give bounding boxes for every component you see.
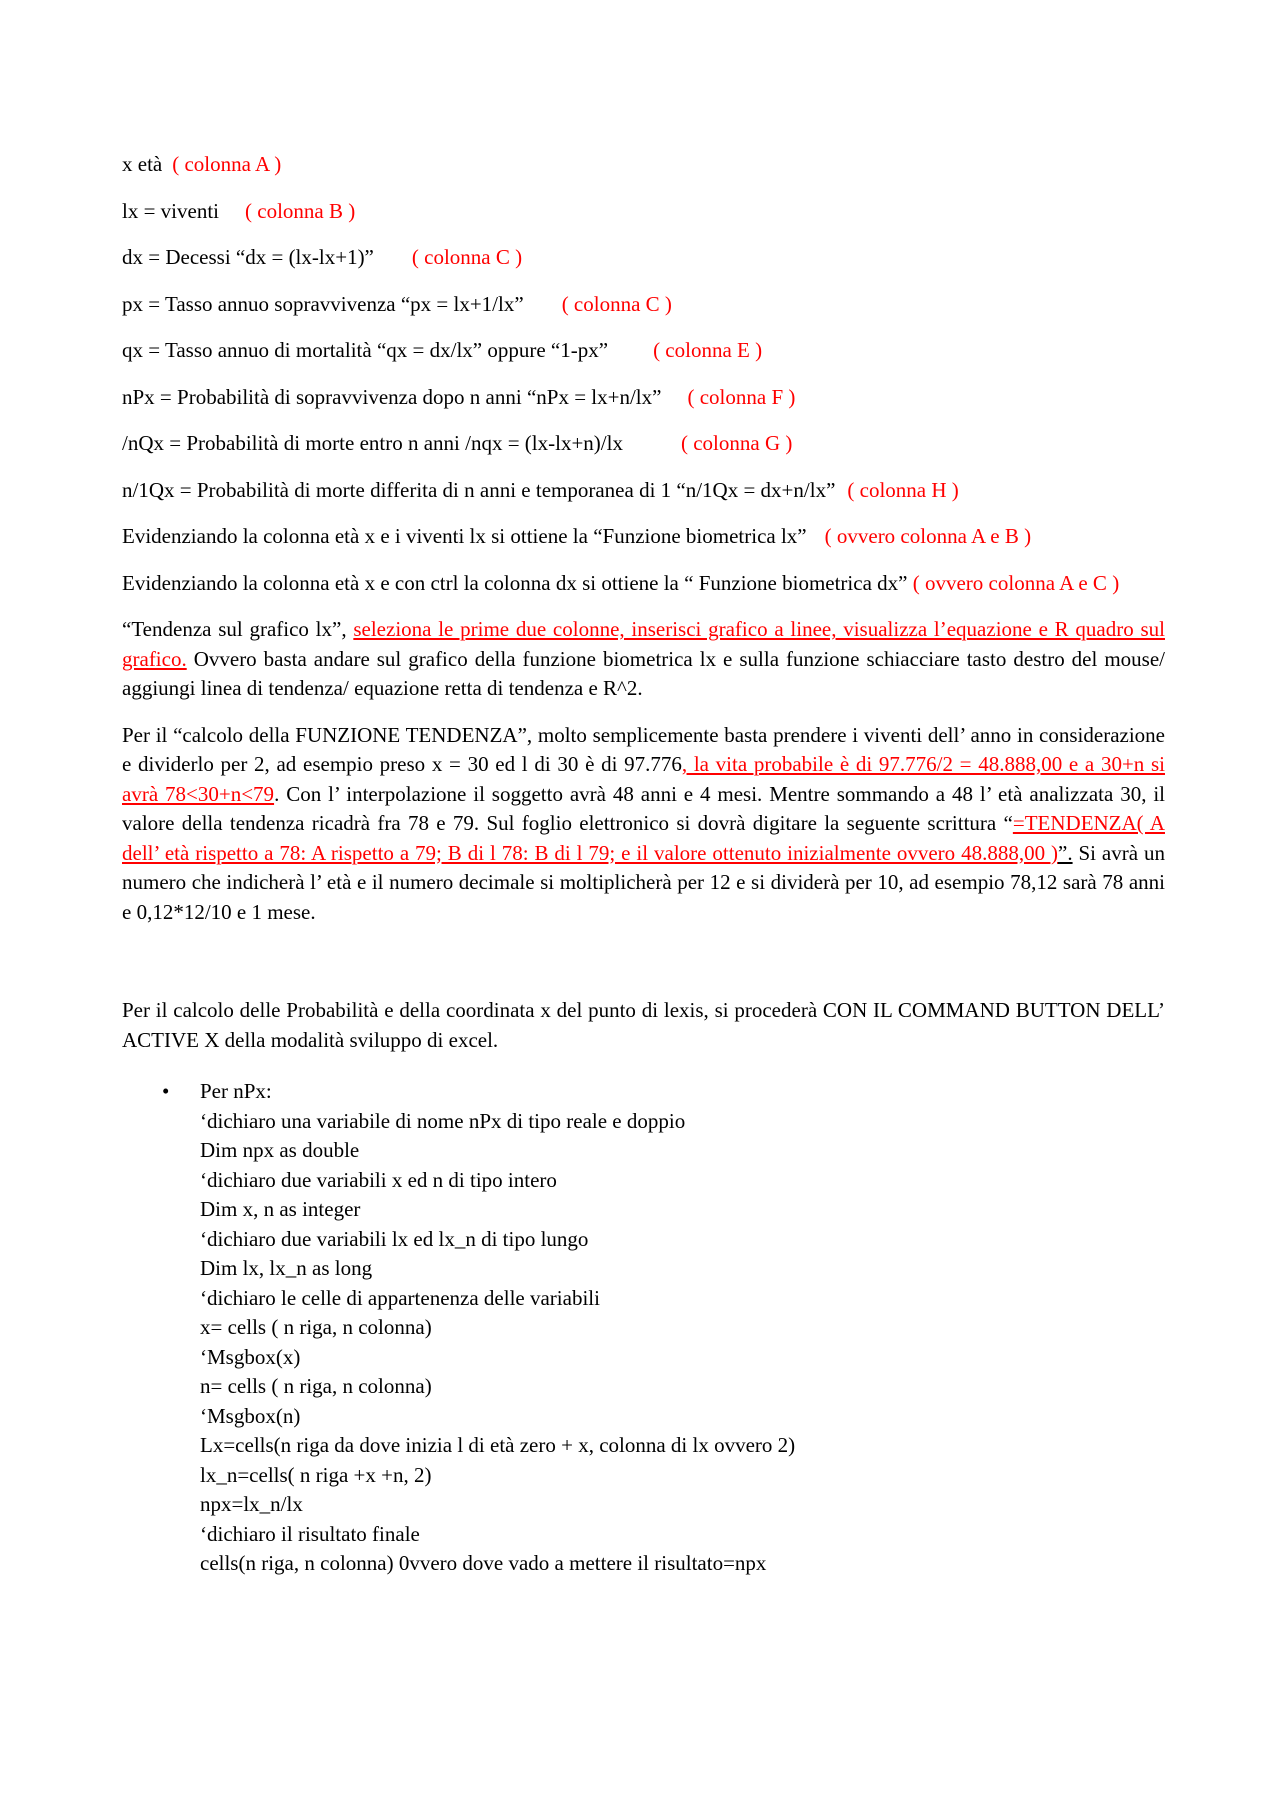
code-line: Dim npx as double <box>200 1138 360 1162</box>
column-note: ( colonna H ) <box>847 477 959 502</box>
paragraph-tendenza-grafico <box>122 615 1165 704</box>
code-line: ‘dichiaro due variabili x ed n di tipo intero <box>200 1167 557 1192</box>
column-note: ( colonna F ) <box>687 384 796 409</box>
definition-text: x età <box>122 152 163 176</box>
column-note: ( colonna C ) <box>411 245 523 269</box>
column-note: ( ovvero colonna A e B ) <box>824 524 1032 548</box>
code-line: ‘dichiaro una variabile di nome nPx di tipo reale e doppio <box>200 1108 686 1133</box>
paragraph-text: “Tendenza sul grafico lx”, <box>122 617 354 641</box>
definition-px <box>122 290 1165 320</box>
code-line: npx=lx_n/lx <box>200 1492 303 1516</box>
column-note: ( colonna G ) <box>680 431 793 455</box>
document-page <box>122 150 1165 1579</box>
vertical-spacer <box>122 944 1165 996</box>
bullet-icon: • <box>162 1079 170 1103</box>
definition-text: /nQx = Probabilità di morte entro n anni /nqx = (lx-lx+n)/lx <box>122 431 623 455</box>
highlighted-calculation: , la vita probabile è di 97.776/2 = 48.888,00 e a 30+n si avrà 78<30+n<79 <box>122 752 1165 806</box>
code-line: Dim lx, lx_n as long <box>200 1256 373 1280</box>
highlighted-formula: =TENDENZA( A dell’ età rispetto a 78: A rispetto a 79; B di l 78: B di l 79; e il valore ottenuto inizialmente ovvero 48.888,00 ) <box>122 811 1165 865</box>
code-line: Per nPx: <box>200 1079 272 1103</box>
paragraph-funzione-dx <box>122 569 1165 599</box>
column-note: ( colonna C ) <box>561 291 672 316</box>
definition-text: Evidenziando la colonna età x e i viventi lx si ottiene la “Funzione biometrica lx” <box>122 524 807 548</box>
definition-lx <box>122 197 1165 227</box>
paragraph-funzione-tendenza <box>122 721 1165 928</box>
column-note: ( colonna A ) <box>172 152 282 176</box>
column-note: ( ovvero colonna A e C ) <box>912 570 1120 595</box>
definition-text: dx = Decessi “dx = (lx-lx+1)” <box>122 245 374 269</box>
paragraph-text: Ovvero basta andare sul grafico della funzione biometrica lx e sulla funzione schiacciare tasto destro del mouse/ aggiungi linea di tendenza/ equazione retta di tendenza e R^2. <box>122 646 1165 700</box>
definition-dx <box>122 243 1165 273</box>
definition-x <box>122 150 1165 180</box>
bullet-item-npx <box>122 1077 1165 1579</box>
paragraph-text: Per il “calcolo della FUNZIONE TENDENZA”, molto semplicemente basta prendere i viventi dell’ anno in considerazione e dividerlo per 2, ad esempio preso x = 30 ed l di 30 è di 97.776 <box>122 722 1165 776</box>
code-line: lx_n=cells( n riga +x +n, 2) <box>200 1462 432 1487</box>
paragraph-text: . Con l’ interpolazione il soggetto avrà 48 anni e 4 mesi. Mentre sommando a 48 l’ età analizzata 30, il valore della tendenza ricadrà fra 78 e 79. Sul foglio elettronico si dovrà digitare la seguente scrittura “ <box>122 781 1165 835</box>
definition-text: qx = Tasso annuo di mortalità “qx = dx/lx” oppure “1-px” <box>122 338 609 362</box>
code-line: ‘dichiaro due variabili lx ed lx_n di tipo lungo <box>200 1226 589 1251</box>
definition-nqx <box>122 429 1165 459</box>
code-line: x= cells ( n riga, n colonna) <box>200 1315 432 1339</box>
code-line: n= cells ( n riga, n colonna) <box>200 1374 432 1398</box>
definition-text: nPx = Probabilità di sopravvivenza dopo n anni “nPx = lx+n/lx” <box>122 384 662 409</box>
code-line: ‘dichiaro le celle di appartenenza delle variabili <box>200 1285 600 1310</box>
column-note: ( colonna E ) <box>653 338 763 362</box>
paragraph-lexis: Per il calcolo delle Probabilità e della coordinata x del punto di lexis, si procederà CON IL COMMAND BUTTON DELL’ ACTIVE X della modalità sviluppo di excel. <box>122 998 1165 1052</box>
paragraph-text: Si avrà un numero che indicherà l’ età e il numero decimale si moltiplicherà per 12 e si dividerà per 10, ad esempio 78,12 sarà 78 anni e 0,12*12/10 e 1 mese. <box>122 840 1165 924</box>
code-line: ‘Msgbox(x) <box>200 1344 301 1369</box>
formula-quote-end: ”. <box>1058 840 1073 865</box>
paragraph-text: Evidenziando la colonna età x e con ctrl la colonna dx si ottiene la “ Funzione biometrica dx” <box>122 570 908 595</box>
definition-npx <box>122 383 1165 413</box>
definition-funzione-lx <box>122 522 1165 552</box>
column-note: ( colonna B ) <box>245 198 356 223</box>
code-line: ‘Msgbox(n) <box>200 1403 301 1428</box>
definition-n1qx <box>122 476 1165 506</box>
definition-text: px = Tasso annuo sopravvivenza “px = lx+1/lx” <box>122 291 524 316</box>
code-line: Lx=cells(n riga da dove inizia l di età zero + x, colonna di lx ovvero 2) <box>200 1433 796 1457</box>
definition-text: lx = viventi <box>122 198 220 223</box>
code-line: Dim x, n as integer <box>200 1197 361 1221</box>
definition-qx <box>122 336 1165 366</box>
code-line: cells(n riga, n colonna) 0vvero dove vado a mettere il risultato=npx <box>200 1551 767 1575</box>
definition-text: n/1Qx = Probabilità di morte differita di n anni e temporanea di 1 “n/1Qx = dx+n/lx” <box>122 477 836 502</box>
highlighted-instruction: seleziona le prime due colonne, inserisci grafico a linee, visualizza l’equazione e R quadro sul grafico. <box>122 617 1165 671</box>
code-line: ‘dichiaro il risultato finale <box>200 1521 420 1546</box>
